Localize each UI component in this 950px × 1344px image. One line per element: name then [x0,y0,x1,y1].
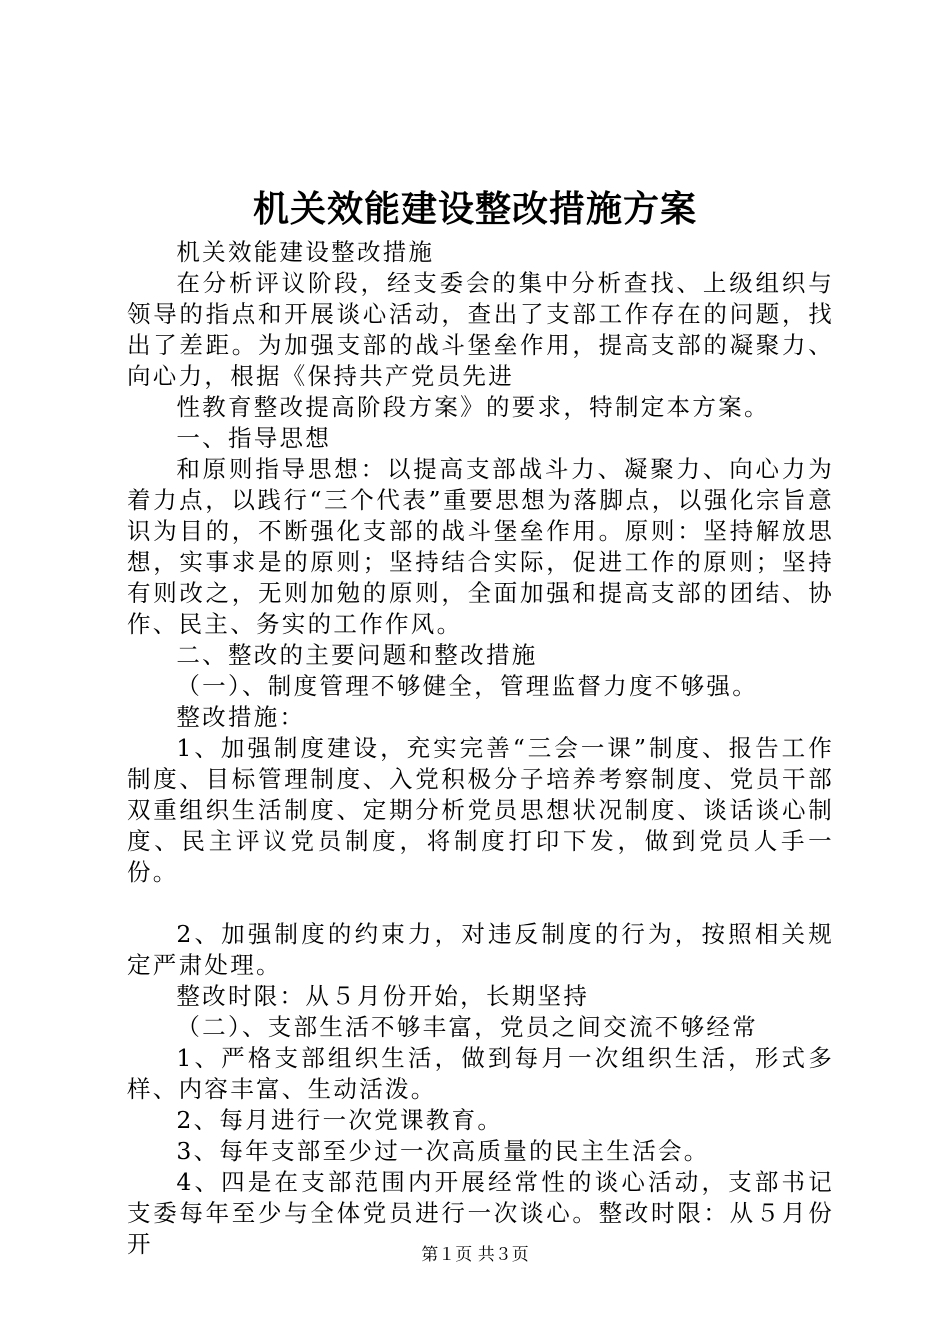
document-body [127,237,834,1260]
list-item: 1、加强制度建设，充实完善“三会一课”制度、报告工作制度、目标管理制度、入党积极分子培养考察制度、党员干部双重组织生活制度、定期分析党员思想状况制度、谈话谈心制度、民主评议党员制度，将制度打印下发，做到党员人手一份。 [127,734,834,886]
section-heading: 一、指导思想 [176,424,332,452]
paragraph: 整改措施： [176,703,306,731]
list-item: 3、每年支部至少过一次高质量的民主生活会。 [176,1137,710,1165]
paragraph: 和原则指导思想：以提高支部战斗力、凝聚力、向心力为着力点，以践行“三个代表”重要思想为落脚点，以强化宗旨意识为目的，不断强化支部的战斗堡垒作用。原则：坚持解放思想，实事求是的原则；坚持结合实际，促进工作的原则；坚持有则改之，无则加勉的原则，全面加强和提高支部的团结、协作、民主、务实的工作作风。 [127,455,834,638]
list-item: 1、严格支部组织生活，做到每月一次组织生活，形式多样、内容丰富、生动活泼。 [127,1044,834,1103]
section-heading: 二、整改的主要问题和整改措施 [176,641,538,669]
paragraph: 整改时限：从５月份开始，长期坚持 [176,982,590,1010]
list-item: 2、加强制度的约束力，对违反制度的行为，按照相关规定严肃处理。 [127,920,834,979]
subsection-heading: （二）、支部生活不够丰富，党员之间交流不够经常 [176,1013,758,1041]
page-number-footer: 第１页 共３页 [421,1245,529,1265]
document-title: 机关效能建设整改措施方案 [252,188,697,230]
paragraph: 机关效能建设整改措施 [176,238,435,266]
subsection-heading: （一）、制度管理不够健全，管理监督力度不够强。 [176,672,758,700]
paragraph: 性教育整改提高阶段方案》的要求，特制定本方案。 [176,393,770,421]
paragraph: 在分析评议阶段，经支委会的集中分析查找、上级组织与领导的指点和开展谈心活动，查出了支部工作存在的问题，找出了差距。为加强支部的战斗堡垒作用，提高支部的凝聚力、向心力，根据《保持共产党员先进 [127,269,834,390]
list-item: 2、每月进行一次党课教育。 [176,1106,504,1134]
list-item: 4、四是在支部范围内开展经常性的谈心活动，支部书记支委每年至少与全体党员进行一次谈心。整改时限：从５月份开 [127,1168,834,1258]
